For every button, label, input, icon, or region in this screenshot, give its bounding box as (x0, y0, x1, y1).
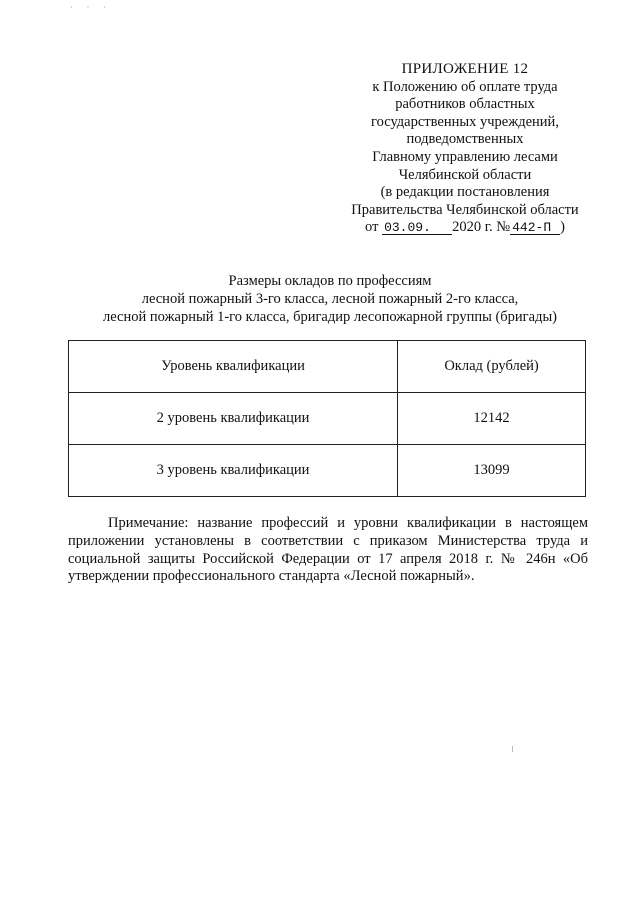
qualification-cell: 3 уровень квалификации (69, 445, 398, 497)
appendix-line: Главному управлению лесами (372, 148, 558, 165)
appendix-line: работников областных (395, 96, 535, 113)
appendix-line: к Положению об оплате труда (372, 78, 558, 95)
date-year: 2020 г. № (452, 219, 511, 236)
scan-speck (512, 746, 513, 752)
appendix-line: Челябинской области (398, 166, 532, 183)
appendix-line: (в редакции постановления (380, 184, 550, 201)
table-header-row (69, 341, 586, 393)
date-prefix: от (365, 219, 379, 236)
qualification-cell: 2 уровень квалификации (69, 393, 398, 445)
heading-line: лесной пожарный 3-го класса, лесной пожарный 2-го класса, (141, 291, 519, 307)
resolution-date: 03.09. (382, 221, 452, 235)
resolution-number: 442-П (510, 221, 560, 235)
date-suffix: ) (560, 219, 565, 236)
appendix-title: ПРИЛОЖЕНИЕ 12 (401, 61, 529, 77)
column-header-qualification: Уровень квалификации (69, 341, 398, 393)
salary-cell: 12142 (398, 393, 586, 445)
scan-marks: · · · (70, 3, 112, 12)
document-heading (60, 272, 600, 326)
column-header-salary: Оклад (рублей) (398, 341, 586, 393)
table-row (69, 393, 586, 445)
table-row (69, 445, 586, 497)
heading-line: Размеры окладов по профессиям (228, 273, 432, 289)
note-paragraph: Примечание: название профессий и уровни квалификации в настоящем приложении установлены в соответствии с приказом Министерства труда и социальной защиты Российской Федерации от 17 апреля 2018 г. № 246н «Об утверждении профессионального стандарта «Лесной пожарный». (68, 515, 588, 585)
appendix-line: подведомственных (406, 131, 524, 148)
salary-table (68, 340, 586, 497)
resolution-date-line (330, 219, 600, 237)
appendix-block (330, 61, 600, 237)
appendix-line: Правительства Челябинской области (351, 201, 579, 218)
heading-line: лесной пожарный 1-го класса, бригадир лесопожарной группы (бригады) (102, 309, 558, 325)
salary-cell: 13099 (398, 445, 586, 497)
appendix-line: государственных учреждений, (371, 113, 559, 130)
